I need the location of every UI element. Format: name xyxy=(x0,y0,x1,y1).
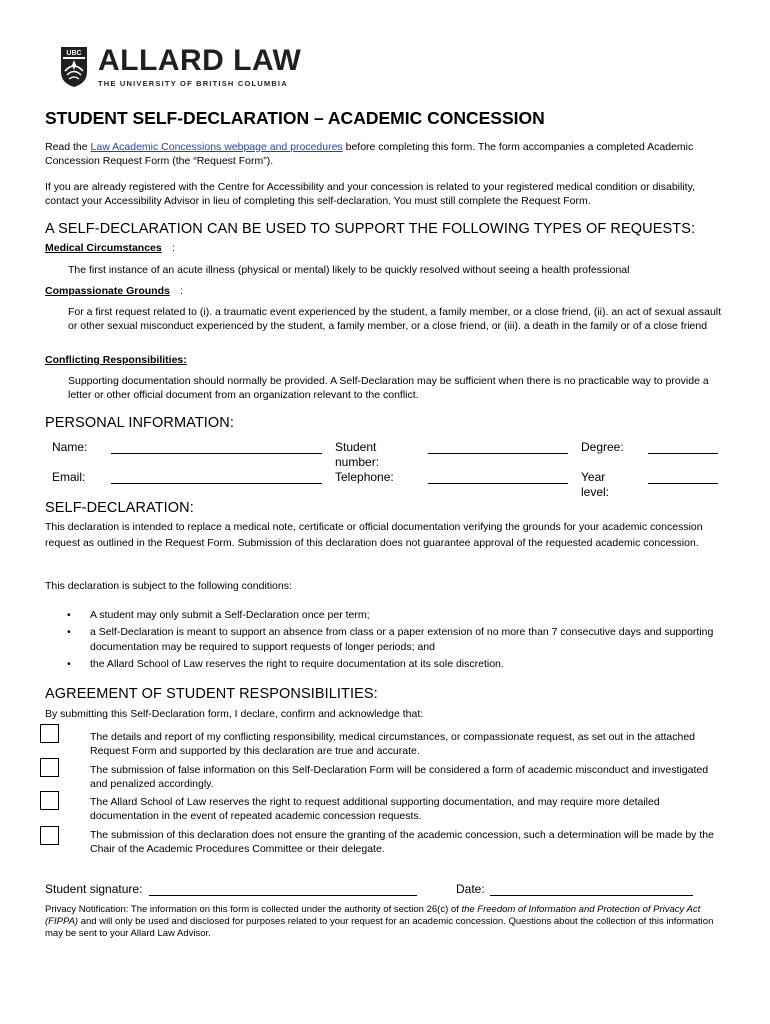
conditions-intro: This declaration is subject to the following conditions: xyxy=(45,580,292,592)
agreement-checkbox-2[interactable] xyxy=(40,758,59,777)
name-field[interactable] xyxy=(111,453,322,454)
date-field[interactable] xyxy=(490,895,693,896)
types-heading: A SELF-DECLARATION CAN BE USED TO SUPPORT THE FOLLOWING TYPES OF REQUESTS: xyxy=(45,221,696,237)
agreement-heading: AGREEMENT OF STUDENT RESPONSIBILITIES: xyxy=(45,686,378,702)
list-item: • a Self-Declaration is meant to support an absence from class or a paper extension of no more than 7 consecutive days and supporting documentation may be required to support requests of longer periods; and xyxy=(67,625,714,653)
name-label: Name: xyxy=(52,440,88,454)
signature-field[interactable] xyxy=(149,895,417,896)
brand-subtitle: THE UNIVERSITY OF BRITISH COLUMBIA xyxy=(98,79,288,88)
degree-label: Degree: xyxy=(581,440,624,454)
conflicting-responsibilities-text: Supporting documentation should normally be provided. A Self-Declaration may be sufficient when there is no practicable way to provide a letter or other official document from an organization relevant to the conflict. xyxy=(68,375,709,401)
conflicting-responsibilities-label: Conflicting Responsibilities: xyxy=(45,354,187,366)
agreement-item-4: The submission of this declaration does not ensure the granting of the academic concession, such a determination will be made by the Chair of the Academic Procedures Committee or their delegate. xyxy=(90,829,714,855)
personal-info-heading: PERSONAL INFORMATION: xyxy=(45,415,235,431)
list-item: • the Allard School of Law reserves the right to require documentation at its sole discretion. xyxy=(67,657,504,670)
telephone-label: Telephone: xyxy=(335,470,394,484)
compassionate-grounds-text: For a first request related to (i). a traumatic event experienced by the student, a family member, or a close friend, (ii). an act of sexual assault or other sexual misconduct experienced by the student, a family member, or a close friend, or (iii). a death in the family or of a close friend xyxy=(68,306,722,332)
year-level-field[interactable] xyxy=(648,483,718,484)
list-item: • A student may only submit a Self-Declaration once per term; xyxy=(67,609,370,621)
medical-circumstances-text: The first instance of an acute illness (physical or mental) likely to be quickly resolved without seeing a health professional xyxy=(68,264,630,276)
agreement-intro: By submitting this Self-Declaration form, I declare, confirm and acknowledge that: xyxy=(45,708,424,720)
email-label: Email: xyxy=(52,470,86,484)
form-page: UBC ALLARD LAW THE UNIVERSITY OF BRITISH COLUMBIA STUDENT SELF-DECLARATION – ACADEMIC CONCESSION Read the Law Academic Concessions webpage and procedures before completing this form. The form accompanies a completed Academic Concession Request Form (the “Request Form”). If you are already registered with the Centre for Accessibility and your concession is related to your registered medical condition or disability, contact your Accessibility Advisor in lieu of completing this self-declaration. You must still complete the Request Form. A SELF-DECLARATION CAN BE USED TO SUPPORT THE FOLLOWING TYPES OF REQUESTS: Medical Circumstances : The first instance of an acute illness (physical or mental) likely to be quickly resolved without seeing a health professional Compassionate Grounds : For a first request related to (i). a traumatic event experienced by the student, a family member, or a close friend, (ii). an act of sexual assault or other sexual misconduct experienced by the student, a family member, or a close friend, or (iii). a death in the family or of a close friend Conflicting Responsibilities: Supporting documentation should normally be provided. A Self-Declaration may be sufficient when there is no practicable way to provide a letter or other official document from an organization relevant to the conflict. PERSONAL INFORMATION: Name: Student number: Degree: Email: Telephone: Year level: SELF-DECLARATION: This declaration is intended to replace a medical note, certificate or official documentation verifying the grounds for your academic concession request as outlined in the Request Form. Submission of this declaration does not guarantee approval of the requested academic concession. This declaration is subject to the following conditions: • A student may only submit a Self-Declaration once per term; • a Self-Declaration is meant to support an absence from class or a paper extension of no more than 7 consecutive days and supporting documentation may be required to support requests of longer periods; and • the Allard School of Law reserves the right to require documentation at its sole discretion. AGREEMENT OF STUDENT RESPONSIBILITIES: By submitting this Self-Declaration form, I declare, confirm and acknowledge that: The details and report of my conflicting responsibility, medical circumstances, or compassionate request, as set out in the attached Request Form and supported by this declaration are true and accurate. The submission of false information on this Self-Declaration Form will be considered a form of academic misconduct and investigated and penalized accordingly. The Allard School of Law reserves the right to request additional supporting documentation, and may require more detailed documentation in the event of repeated academic concession requests. The submission of this declaration does not ensure the granting of the academic concession, such a determination will be made by the Chair of the Academic Procedures Committee or their delegate. Student signature: Date: Privacy Notification: The information on this form is collected under the authority of section 26(c) of the Freedom of Information and Protection of Privacy Act (FIPPA) and will only be used and disclosed for purposes related to your request for an academic concession. Questions about the collection of this information may be sent to your Allard Law Advisor. xyxy=(0,0,770,1024)
agreement-item-3: The Allard School of Law reserves the right to request additional supporting documentation, and may require more detailed documentation in the event of repeated academic concession requests. xyxy=(90,796,660,822)
agreement-checkbox-1[interactable] xyxy=(40,724,59,743)
intro-paragraph-2: If you are already registered with the Centre for Accessibility and your concession is related to your registered medical condition or disability, contact your Accessibility Advisor in lieu of completing this self-declaration. You must still complete the Request Form. xyxy=(45,181,695,207)
allard-law-logo xyxy=(60,46,301,92)
student-number-field[interactable] xyxy=(428,453,568,454)
conditions-list xyxy=(45,608,725,673)
self-declaration-paragraph: This declaration is intended to replace a medical note, certificate or official documentation verifying the grounds for your academic concession request as outlined in the Request Form. Submission of this declaration does not guarantee approval of the requested academic concession. xyxy=(45,521,703,549)
agreement-checkbox-3[interactable] xyxy=(40,791,59,810)
crest-text: UBC xyxy=(66,50,82,57)
medical-circumstances-label: Medical Circumstances xyxy=(45,242,162,254)
academic-concessions-link[interactable]: Law Academic Concessions webpage and procedures xyxy=(90,141,343,153)
email-field[interactable] xyxy=(111,483,322,484)
signature-label: Student signature: xyxy=(45,882,143,896)
agreement-item-2: The submission of false information on this Self-Declaration Form will be considered a form of academic misconduct and investigated and penalized accordingly. xyxy=(90,764,709,790)
date-label: Date: xyxy=(456,882,485,896)
student-number-label: Student number: xyxy=(335,440,380,469)
year-level-label: Year level: xyxy=(581,470,610,499)
page-title: STUDENT SELF-DECLARATION – ACADEMIC CONCESSION xyxy=(45,108,545,128)
degree-field[interactable] xyxy=(648,453,718,454)
brand-name: ALLARD LAW xyxy=(98,44,302,77)
ubc-crest-icon xyxy=(60,46,88,88)
agreement-checkbox-4[interactable] xyxy=(40,826,59,845)
self-declaration-heading: SELF-DECLARATION: xyxy=(45,500,194,516)
intro-paragraph-1: Read the Law Academic Concessions webpage and procedures before completing this form. The form accompanies a completed Academic Concession Request Form (the “Request Form”). xyxy=(45,141,694,167)
agreement-item-1: The details and report of my conflicting responsibility, medical circumstances, or compassionate request, as set out in the attached Request Form and supported by this declaration are true and accurate. xyxy=(90,731,696,757)
privacy-notification: Privacy Notification: The information on this form is collected under the authority of section 26(c) of the Freedom of Information and Protection of Privacy Act (FIPPA) and will only be used and disclosed for purposes related to your request for an academic concession. Questions about the collection of this information may be sent to your Allard Law Advisor. xyxy=(45,904,714,939)
compassionate-grounds-label: Compassionate Grounds xyxy=(45,285,170,297)
telephone-field[interactable] xyxy=(428,483,568,484)
